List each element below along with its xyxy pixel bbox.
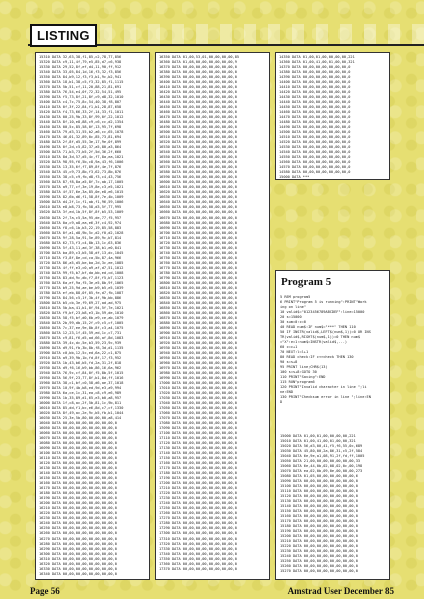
code-line: 16800 DATA 00,00,00,00,00,00,00,00,0 xyxy=(159,280,237,285)
code-line: 15660 DATA 0f,a1,d8,9b,5c,d2,f0,d2,1028 xyxy=(39,230,124,235)
code-line: 15980 DATA 6a,ce,1c,31,ea,c8,c9,e6,989 xyxy=(39,391,122,396)
code-line: 40 READ num$:IF num$="***" THEN 110 xyxy=(280,325,356,330)
code-line: 16040 DATA 00,00,00,00,00,00,00,00,0 xyxy=(39,421,117,426)
code-line: 16930 DATA 00,00,00,00,00,00,00,00,0 xyxy=(159,345,237,350)
code-line: 15090 DATA 00,00,00,00,00,00,00,00,0 xyxy=(280,479,358,484)
code-line: 16440 DATA 00,00,00,00,00,00,00,00,0 xyxy=(159,100,237,105)
code-line: 16240 DATA 00,00,00,00,00,00,00,00,0 xyxy=(39,521,117,526)
code-line: 17030 DATA 00,00,00,00,00,00,00,00,0 xyxy=(159,396,237,401)
code-line: 17170 DATA 00,00,00,00,00,00,00,00,0 xyxy=(159,466,237,471)
code-line: 15220 DATA 00,00,00,00,00,00,00,00,0 xyxy=(280,544,358,549)
code-line: 15490 DATA 0f,2d,c5,82,37,a5,80,a3,864 xyxy=(39,145,122,150)
code-line: 16750 DATA 00,00,00,00,00,00,00,00,0 xyxy=(159,255,237,260)
code-line: 16030 DATA 25,3e,5b,80,00,00,00,a8,414 xyxy=(39,416,122,421)
code-line: 16300 DATA 00,00,00,00,00,00,00,00,0 xyxy=(39,551,117,556)
code-line: 16970 DATA 00,00,00,00,00,00,00,00,0 xyxy=(159,365,237,370)
code-line: 15880 DATA 39,4c,dc,5e,b3,59,23,9c,939 xyxy=(39,340,122,345)
code-line: 16900 DATA 00,00,00,00,00,00,00,00,0 xyxy=(159,330,237,335)
code-line: 17090 DATA 00,00,00,00,00,00,00,00,0 xyxy=(159,426,237,431)
code-line: 16680 DATA 00,00,00,00,00,00,00,00,0 xyxy=(159,220,237,225)
code-line: 16830 DATA 00,00,00,00,00,00,00,00,0 xyxy=(159,295,237,300)
code-line: 30 sum=0:c=0 xyxy=(280,320,306,325)
code-line: 15640 DATA 0a,c9,a8,ea,e6,3f,c4,92,974 xyxy=(39,220,122,225)
code-line: 15740 DATA 99,f5,b7,bf,da,bb,ed,cd,1008 xyxy=(39,270,124,275)
code-line: 15650 DATA f8,c6,1b,b3,22,19,85,58,883 xyxy=(39,225,122,230)
code-line: 17370 DATA 00,00,00,00,00,00,00,00,0 xyxy=(159,566,237,571)
code-line: 16060 DATA 00,00,00,00,00,00,00,00,0 xyxy=(39,431,117,436)
code-line: 16020 DATA 8f,49,ac,2e,9c,b5,fb,b1,1044 xyxy=(39,411,124,416)
code-line: 15320 DATA c9,11,4f,79,e5,85,d7,c6,938 xyxy=(39,60,122,65)
code-line: 14410 DATA 00,00,00,00,00,00,00,0 xyxy=(279,85,351,90)
code-line: 16480 DATA 00,00,00,00,00,00,00,00,0 xyxy=(159,120,237,125)
code-line: 15390 DATA f5,73,8f,21,8f,c9,d8,32,1010 xyxy=(39,95,124,100)
code-line: 16530 DATA 00,00,00,00,00,00,00,00,0 xyxy=(159,145,237,150)
code-line: 15380 DATA 76,54,e4,0f,72,32,54,51,495 xyxy=(39,90,122,95)
code-line: 15610 DATA e8,b8,73,fb,58,d3,5f,77,995 xyxy=(39,205,122,210)
code-line: 15470 DATA 46,01,32,89,0c,85,73,81,694 xyxy=(39,135,122,140)
code-line: 15330 DATA 29,52,8f,ef,d4,11,90,ff,912 xyxy=(39,65,122,70)
code-line: 15630 DATA 2f,7a,c5,5a,95,de,77,f5,957 xyxy=(39,215,122,220)
code-line: 17150 DATA 00,00,00,00,00,00,00,00,0 xyxy=(159,456,237,461)
code-line: 16940 DATA 00,00,00,00,00,00,00,00,0 xyxy=(159,350,237,355)
code-line: 16370 DATA 00,00,00,00,00,00,00,00,0 xyxy=(159,65,237,70)
code-line: 16350 DATA 01,00,53,01,00,00,00,00,85 xyxy=(159,55,240,59)
code-line: 15060 DATA 6e,44,0b,02,08,02,0c,00,198 xyxy=(280,464,363,469)
code-line: 110 PRINT"Saving":END xyxy=(280,375,326,380)
code-line: 14520 DATA 00,00,00,00,00,00,00,0 xyxy=(279,140,351,145)
code-line: 15170 DATA 00,00,00,00,00,00,00,00,0 xyxy=(280,519,358,524)
code-line: 15080 DATA 01,05,00,00,00,00,00,00,6 xyxy=(280,474,358,479)
code-line: 15480 DATA 2f,8f,d5,55,3e,17,9e,0f,899 xyxy=(39,140,122,145)
code-line: 15580 DATA 4f,57,6e,3a,85,0e,e8,e6,1015 xyxy=(39,190,124,195)
code-line: 17120 DATA 00,00,00,00,00,00,00,00,0 xyxy=(159,441,237,446)
code-line: 16100 DATA 00,00,00,00,00,00,00,00,0 xyxy=(39,451,117,456)
code-line: 15000 DATA *** xyxy=(279,175,310,180)
code-line: 15900 DATA c0,bb,12,5c,ed,6a,22,c1,875 xyxy=(39,350,122,355)
code-line: 17070 DATA 00,00,00,00,00,00,00,00,0 xyxy=(159,416,237,421)
code-line: 115 RUN"program6 xyxy=(280,380,315,385)
code-line: 16510 DATA 00,00,00,00,00,00,00,00,0 xyxy=(159,135,237,140)
code-line: 16780 DATA 00,00,00,00,00,00,00,00,0 xyxy=(159,270,237,275)
code-line: 16120 DATA 00,00,00,00,00,00,00,00,0 xyxy=(39,461,117,466)
code-line: 17000 DATA 00,00,00,00,00,00,00,00,0 xyxy=(159,381,237,386)
code-line: 14580 DATA 00,00,00,00,00,00,00,0 xyxy=(279,170,351,175)
code-line: 17210 DATA 00,00,00,00,00,00,00,00,0 xyxy=(159,486,237,491)
code-line: 60 c=c+1 xyxy=(280,345,298,350)
code-line: 15100 DATA 00,00,00,00,00,00,00,00,0 xyxy=(280,484,358,489)
code-line: 15160 DATA 00,00,00,00,00,00,00,00,0 xyxy=(280,514,358,519)
code-line: 16250 DATA 00,00,00,00,00,00,00,00,0 xyxy=(39,526,117,531)
code-line: 15370 DATA 5b,51,cf,11,20,88,21,81,691 xyxy=(39,85,122,90)
code-line: 16660 DATA 00,00,00,00,00,00,00,00,0 xyxy=(159,210,237,215)
code-line: 15030 DATA 45,80,00,2a,86,31,c5,2f,584 xyxy=(280,449,363,454)
code-line: 90 s=s+8 xyxy=(280,360,298,365)
code-line: 14360 DATA 01,00,41,00,01,00,00,321 xyxy=(279,60,355,65)
code-line: 16650 DATA 00,00,00,00,00,00,00,00,0 xyxy=(159,205,237,210)
code-line: 15670 DATA 9f,28,5a,91,5e,89,9c,b7,814 xyxy=(39,235,122,240)
code-line: 15180 DATA 00,00,00,00,00,00,00,00,0 xyxy=(280,524,358,529)
code-line: D xyxy=(280,400,283,405)
code-line: 16790 DATA 00,00,00,00,00,00,00,00,0 xyxy=(159,275,237,280)
code-line: 16260 DATA 00,00,00,00,00,00,00,00,0 xyxy=(39,531,117,536)
code-line: 16130 DATA 00,00,00,00,00,00,00,00,0 xyxy=(39,466,117,471)
code-line: 17260 DATA 00,00,00,00,00,00,00,00,0 xyxy=(159,511,237,516)
code-line: 16180 DATA 00,00,00,00,00,00,00,00,0 xyxy=(39,491,117,496)
code-line: 15200 DATA 00,00,00,00,00,00,00,00,0 xyxy=(280,534,358,539)
code-line: 15970 DATA 10,9f,4b,b8,ed,9d,e3,a9,994 xyxy=(39,386,122,391)
code-line: 15440 DATA 8f,10,e8,88,c9,c6,cc,d2,1354 xyxy=(39,120,124,125)
code-line: 16710 DATA 00,00,00,00,00,00,00,00,0 xyxy=(159,235,237,240)
code-line: 17320 DATA 00,00,00,00,00,00,00,00,0 xyxy=(159,541,237,546)
code-line: ne:END xyxy=(280,390,293,395)
code-line: 15600 DATA d4,2f,1c,f1,ab,f1,96,59,1006 xyxy=(39,200,124,205)
code-line: 15770 DATA b9,25,9d,ae,be,b9,b5,e5,1039 xyxy=(39,285,124,290)
code-line: 16960 DATA 00,00,00,00,00,00,00,00,0 xyxy=(159,360,237,365)
code-line: 16670 DATA 00,00,00,00,00,00,00,00,0 xyxy=(159,215,237,220)
code-line: 17350 DATA 00,00,00,00,00,00,00,00,0 xyxy=(159,556,237,561)
code-line: 16310 DATA 00,00,00,00,00,00,00,00,0 xyxy=(39,556,117,561)
code-line: 15430 DATA 00,25,9b,33,8f,99,0f,22,1012 xyxy=(39,115,124,120)
code-line: 15450 DATA 00,5c,85,58,0f,13,95,7f,698 xyxy=(39,125,122,130)
code-line: 16990 DATA 00,00,00,00,00,00,00,00,0 xyxy=(159,376,237,380)
code-line: 17310 DATA 00,00,00,00,00,00,00,00,0 xyxy=(159,536,237,541)
code-line: 6 PRINT"Program 5 is running":PRINT"Work xyxy=(280,300,367,305)
code-line: 16070 DATA 00,00,00,00,00,00,00,00,0 xyxy=(39,436,117,441)
code-line: 14460 DATA 00,00,00,00,00,00,00,0 xyxy=(279,110,351,115)
code-line: 15830 DATA 58,f5,bf,d0,6b,e9,ce,ab,1079 xyxy=(39,315,124,320)
code-line: 15730 DATA 4f,ff,e3,c0,a9,af,d7,51,1012 xyxy=(39,265,124,270)
code-line: 16810 DATA 00,00,00,00,00,00,00,00,0 xyxy=(159,285,237,290)
code-line: 16340 DATA 00,00,00,00,00,00,00,00,0 xyxy=(39,571,117,576)
code-line: 15940 DATA 76,9c,cf,84,0f,f5,8b,5f,1015 xyxy=(39,370,124,375)
code-line: 15360 DATA 18,b1,38,c5,f3,32,85,f1,1115 xyxy=(39,80,124,85)
code-line: 15070 DATA ea,02,0b,09,0e,00,00,00,273 xyxy=(280,469,363,474)
code-line: 14510 DATA 00,00,00,00,00,00,00,0 xyxy=(279,135,351,140)
code-line: 15050 DATA 21,00,00,00,00,00,00,00,33 xyxy=(280,459,361,464)
code-line: 16880 DATA 00,00,00,00,00,00,00,00,0 xyxy=(159,320,237,325)
code-line: 15550 DATA 38,c5,c9,fb,d8,f3,c4,43,756 xyxy=(39,175,122,180)
code-line: 15140 DATA 00,00,00,00,00,00,00,00,0 xyxy=(280,504,358,509)
code-line: 14480 DATA 00,00,00,00,00,00,00,0 xyxy=(279,120,351,125)
code-line: 15250 DATA 00,00,00,00,00,00,00,00,0 xyxy=(280,559,358,564)
code-line: 15750 DATA 83,dd,9c,db,f7,8f,f5,b7,1123 xyxy=(39,275,124,280)
code-line: 15420 DATA f4,73,66,33,2f,14,33,f1,1011 xyxy=(39,110,124,115)
code-line: 16620 DATA 00,00,00,00,00,00,00,00,0 xyxy=(159,190,237,195)
code-line: 15510 DATA 8d,3d,57,d5,4c,f7,8a,ea,1021 xyxy=(39,155,124,160)
code-line: 17140 DATA 00,00,00,00,00,00,00,00,0 xyxy=(159,451,237,456)
code-line: 16570 DATA 00,00,00,00,00,00,00,00,0 xyxy=(159,165,237,170)
code-line: 14430 DATA 00,00,00,00,00,00,00,0 xyxy=(279,95,351,100)
code-line: 15780 DATA ef,eb,88,0f,05,fe,d7,fb,1087 xyxy=(39,290,124,295)
code-line: 15840 DATA 2b,99,db,15,2f,c9,c5,cf,1005 xyxy=(39,320,124,325)
code-line: 15020 DATA 56,d3,00,41,f5,f6,55,0c,689 xyxy=(280,444,363,449)
code-line: 16080 DATA 00,00,00,00,00,00,00,00,0 xyxy=(39,441,117,446)
code-line: 15930 DATA d9,f6,16,b9,bb,86,16,6a,962 xyxy=(39,365,122,370)
code-line: 16770 DATA 00,00,00,00,00,00,00,00,0 xyxy=(159,265,237,270)
code-line: 15760 DATA 6a,ef,9a,f5,3e,e5,8b,9f,1065 xyxy=(39,280,124,285)
code-line: 16090 DATA 00,00,00,00,00,00,00,00,0 xyxy=(39,446,117,451)
code-line: 17360 DATA 00,00,00,00,00,00,00,00,0 xyxy=(159,561,237,566)
code-line: 17280 DATA 00,00,00,00,00,00,00,00,0 xyxy=(159,521,237,526)
listing-column-3 xyxy=(275,52,390,180)
code-line: 16230 DATA 00,00,00,00,00,00,00,00,0 xyxy=(39,516,117,521)
code-line: 15410 DATA 0f,3f,22,84,f1,b1,28,87,658 xyxy=(39,105,122,110)
program5-data xyxy=(280,434,387,574)
code-line: 16050 DATA 00,00,00,00,00,00,00,00,0 xyxy=(39,426,117,431)
code-line: 120 PRINT"Invalid character in line ";li xyxy=(280,385,367,390)
code-line: 14420 DATA 00,00,00,00,00,00,00,0 xyxy=(279,90,351,95)
code-line: 15400 DATA c4,7c,75,8c,54,40,38,f8,807 xyxy=(39,100,122,105)
program5-listing xyxy=(280,295,387,405)
code-line: 15920 DATA 1b,43,b6,b5,fd,2a,31,2f,818 xyxy=(39,360,122,365)
code-line: 17180 DATA 00,00,00,00,00,00,00,00,0 xyxy=(159,471,237,476)
code-line: ing on line" xyxy=(280,305,306,310)
code-line: 16270 DATA 00,00,00,00,00,00,00,00,0 xyxy=(39,536,117,541)
code-line: 14400 DATA 00,00,00,00,00,00,00,0 xyxy=(279,80,351,85)
code-line: 16950 DATA 00,00,00,00,00,00,00,00,0 xyxy=(159,355,237,360)
code-line: 15790 DATA 84,56,c5,1f,3b,4f,9b,bb,886 xyxy=(39,295,122,300)
code-line: 100 s=s+8:GOTO 30 xyxy=(280,370,317,375)
code-line: 16170 DATA 00,00,00,00,00,00,00,00,0 xyxy=(39,486,117,491)
code-line: 17230 DATA 00,00,00,00,00,00,00,00,0 xyxy=(159,496,237,501)
code-line: 16420 DATA 00,00,00,00,00,00,00,00,0 xyxy=(159,90,237,95)
code-line: 15570 DATA a9,77,cf,3e,19,8e,c3,e5,1021 xyxy=(39,185,124,190)
code-line: 130 PRINT"Checksum error in line ";line:EN xyxy=(280,395,371,400)
code-line: 14440 DATA 00,00,00,00,00,00,00,0 xyxy=(279,100,351,105)
code-line: 15110 DATA 00,00,00,00,00,00,00,00,0 xyxy=(280,489,358,494)
code-line: 14570 DATA 00,00,00,00,00,00,00,0 xyxy=(279,165,351,170)
code-line: 15710 DATA f3,8f,8e,cd,ca,5b,87,4a,966 xyxy=(39,255,122,260)
code-line: 17130 DATA 00,00,00,00,00,00,00,00,0 xyxy=(159,446,237,451)
code-line: 16920 DATA 00,00,00,00,00,00,00,00,0 xyxy=(159,340,237,345)
code-line: 16000 DATA 1f,c8,ac,2f,5b,81,1c,9b,811 xyxy=(39,401,122,406)
code-line: 16610 DATA 00,00,00,00,00,00,00,00,0 xyxy=(159,185,237,190)
code-line: 16150 DATA 00,00,00,00,00,00,00,00,0 xyxy=(39,476,117,481)
code-line: 16500 DATA 00,00,00,00,00,00,00,00,0 xyxy=(159,130,237,135)
code-line: 15130 DATA 00,00,00,00,00,00,00,00,0 xyxy=(280,499,358,504)
code-line: 15460 DATA 79,d3,31,55,b2,a6,cc,65,1078 xyxy=(39,130,124,135)
code-line: 16460 DATA 00,00,00,00,00,00,00,00,0 xyxy=(159,110,237,115)
code-line: 15540 DATA 45,c9,73,8b,f3,62,73,8b,876 xyxy=(39,170,122,175)
code-line: 16520 DATA 00,00,00,00,00,00,00,00,0 xyxy=(159,140,237,145)
code-line: 16580 DATA 00,00,00,00,00,00,00,00,0 xyxy=(159,170,237,175)
code-line: 15960 DATA 38,c1,bf,c0,58,d6,ae,37,1018 xyxy=(39,381,124,386)
code-line: 16380 DATA 00,00,00,00,00,00,00,00,0 xyxy=(159,70,237,75)
code-line: 16690 DATA 00,00,00,00,00,00,00,00,0 xyxy=(159,225,237,230)
code-line: 15810 DATA 5b,ba,41,b1,0f,94,5f,7e,1021 xyxy=(39,305,124,310)
code-line: 15310 DATA 32,63,38,f1,85,c2,78,77,856 xyxy=(39,55,122,59)
code-line: 15990 DATA 1b,35,89,d1,65,e3,b0,a8,957 xyxy=(39,396,122,401)
code-line: 15680 DATA 62,73,f3,c4,8b,13,1c,63,836 xyxy=(39,240,122,245)
code-line: 17020 DATA 00,00,00,00,00,00,00,00,0 xyxy=(159,391,237,396)
code-line: 15500 DATA 71,b3,73,b5,2f,5d,36,2f,660 xyxy=(39,150,122,155)
code-line: 15860 DATA 12,23,1f,45,59,ed,1c,c7,731 xyxy=(39,330,122,335)
code-line: 15690 DATA 5f,43,11,ad,3f,38,b1,e0,841 xyxy=(39,245,122,250)
code-line: 15000 DATA 01,00,01,00,00,00,00,221 xyxy=(280,434,356,438)
code-line: 16400 DATA 00,00,00,00,00,00,00,00,0 xyxy=(159,80,237,85)
code-line: 15520 DATA 98,95,f6,5b,c8,9a,43,f6,1006 xyxy=(39,160,124,165)
code-line: 16190 DATA 00,00,00,00,00,00,00,00,0 xyxy=(39,496,117,501)
code-line: 16430 DATA 00,00,00,00,00,00,00,00,0 xyxy=(159,95,237,100)
code-line: 15700 DATA ba,89,c3,b5,58,df,13,dc,1045 xyxy=(39,250,124,255)
code-line: 16890 DATA 00,00,00,00,00,00,00,00,0 xyxy=(159,325,237,330)
code-line: 17040 DATA 00,00,00,00,00,00,00,00,0 xyxy=(159,401,237,406)
code-line: 15530 DATA 13,35,6f,f7,89,8f,4e,7f,876 xyxy=(39,165,122,170)
code-line: 15150 DATA 00,00,00,00,00,00,00,00,0 xyxy=(280,509,358,514)
code-line: 15800 DATA b5,cb,3e,f9,69,27,ad,ad,975 xyxy=(39,300,122,305)
program5-title: Program 5 xyxy=(281,276,332,288)
code-line: 17190 DATA 00,00,00,00,00,00,00,00,0 xyxy=(159,476,237,481)
code-line: 16220 DATA 00,00,00,00,00,00,00,00,0 xyxy=(39,511,117,516)
code-line: 17330 DATA 00,00,00,00,00,00,00,00,0 xyxy=(159,546,237,551)
code-line: 20 s=15000 xyxy=(280,315,302,320)
code-line: 15950 DATA 56,9f,23,77,8f,b1,8d,ff,1016 xyxy=(39,376,124,380)
code-line: 16210 DATA 00,00,00,00,00,00,00,00,0 xyxy=(39,506,117,511)
code-line: 14550 DATA 00,00,00,00,00,00,00,0 xyxy=(279,155,351,160)
code-line: 15230 DATA 00,00,00,00,00,00,00,00,0 xyxy=(280,549,358,554)
code-line: 14390 DATA 00,00,00,00,00,00,00,0 xyxy=(279,75,351,80)
code-line: 14490 DATA 00,00,00,00,00,00,00,0 xyxy=(279,125,351,130)
code-line: 16740 DATA 00,00,00,00,00,00,00,00,0 xyxy=(159,250,237,255)
code-line: 14560 DATA 00,00,00,00,00,00,00,0 xyxy=(279,160,351,165)
code-line: 15560 DATA 87,f8,8a,a5,8f,7c,ab,17,1005 xyxy=(39,180,124,185)
code-line: 17200 DATA 00,00,00,00,00,00,00,00,0 xyxy=(159,481,237,486)
code-line: 16640 DATA 00,00,00,00,00,00,00,00,0 xyxy=(159,200,237,205)
code-line: 16720 DATA 00,00,00,00,00,00,00,00,0 xyxy=(159,240,237,245)
code-line: 17010 DATA 00,00,00,00,00,00,00,00,0 xyxy=(159,386,237,391)
code-line: 15190 DATA 00,00,00,00,00,00,00,00,0 xyxy=(280,529,358,534)
code-line: 16860 DATA 00,00,00,00,00,00,00,00,0 xyxy=(159,310,237,315)
code-line: 14500 DATA 00,00,00,00,00,00,00,0 xyxy=(279,130,351,135)
code-line: 15590 DATA 82,6b,d6,f1,58,8f,7e,4b,1009 xyxy=(39,195,124,200)
code-line: 15850 DATA 7c,37,ee,9e,8b,8f,c3,a4,1075 xyxy=(39,325,124,330)
code-line: 5 REM program5 xyxy=(280,295,311,299)
code-line: 17160 DATA 00,00,00,00,00,00,00,00,0 xyxy=(159,461,237,466)
code-line: 80 READ check:IF c<>check THEN 130 xyxy=(280,355,354,360)
listing-column-1 xyxy=(35,52,150,580)
code-line: 15240 DATA 00,00,00,00,00,00,00,00,0 xyxy=(280,554,358,559)
code-line: 16290 DATA 00,00,00,00,00,00,00,00,0 xyxy=(39,546,117,551)
code-line: 17080 DATA 00,00,00,00,00,00,00,00,0 xyxy=(159,421,237,426)
code-line: 15270 DATA 00,00,00,00,00,00,00,00,0 xyxy=(280,569,358,574)
code-line: 17290 DATA 00,00,00,00,00,00,00,00,0 xyxy=(159,526,237,531)
code-line: 15350 DATA 84,b9,12,f3,f3,b1,9c,b2,941 xyxy=(39,75,122,80)
code-line: 15720 DATA 86,a5,d5,be,ba,2d,3c,ee,1085 xyxy=(39,260,124,265)
code-line: 16160 DATA 00,00,00,00,00,00,00,00,0 xyxy=(39,481,117,486)
code-line: 16590 DATA 00,00,00,00,00,00,00,00,0 xyxy=(159,175,237,180)
code-line: 17060 DATA 00,00,00,00,00,00,00,00,0 xyxy=(159,411,237,416)
section-label: LISTING xyxy=(30,24,97,47)
page-number: Page 56 xyxy=(30,586,60,596)
code-line: 16280 DATA 00,00,00,00,00,00,00,00,0 xyxy=(39,541,117,546)
code-line: 16850 DATA 00,00,00,00,00,00,00,00,0 xyxy=(159,305,237,310)
code-line: 15340 DATA 33,05,84,1d,16,f3,32,f3,856 xyxy=(39,70,122,75)
code-line: 16410 DATA 00,00,00,00,00,00,00,00,0 xyxy=(159,85,237,90)
code-line: TR(valid$,RIGHT$(num$,1))=0 THEN num$ xyxy=(280,335,361,340)
code-line: 16140 DATA 00,00,00,00,00,00,00,00,0 xyxy=(39,471,117,476)
code-line: 16820 DATA 00,00,00,00,00,00,00,00,0 xyxy=(159,290,237,295)
code-line: 16200 DATA 00,00,00,00,00,00,00,00,0 xyxy=(39,501,117,506)
code-line: 16360 DATA 01,08,00,00,00,00,00,00,9 xyxy=(159,60,237,65)
code-line: 17050 DATA 00,00,00,00,00,00,00,00,0 xyxy=(159,406,237,411)
code-line: 15120 DATA 00,00,00,00,00,00,00,00,0 xyxy=(280,494,358,499)
code-line: 16390 DATA 00,00,00,00,00,00,00,00,0 xyxy=(159,75,237,80)
listing-column-2 xyxy=(155,52,270,580)
code-line: 16980 DATA 00,00,00,00,00,00,00,00,0 xyxy=(159,370,237,375)
code-line: 16550 DATA 00,00,00,00,00,00,00,00,0 xyxy=(159,155,237,160)
code-line: 16470 DATA 00,00,00,00,00,00,00,00,0 xyxy=(159,115,237,120)
code-line: 16870 DATA 00,00,00,00,00,00,00,00,0 xyxy=(159,315,237,320)
code-line: 17220 DATA 00,00,00,00,00,00,00,00,0 xyxy=(159,491,237,496)
code-line: 15620 DATA 3f,ed,1b,5f,8f,8f,b5,53,1009 xyxy=(39,210,124,215)
code-line: 16330 DATA 00,00,00,00,00,00,00,00,0 xyxy=(39,566,117,571)
code-line: 17270 DATA 00,00,00,00,00,00,00,00,0 xyxy=(159,516,237,521)
code-line: 15210 DATA 00,00,00,00,00,00,00,00,0 xyxy=(280,539,358,544)
code-line: 15870 DATA c9,81,f6,d5,ad,66,af,8d,1083 xyxy=(39,335,124,340)
code-line: 14350 DATA 01,00,01,00,00,00,00,221 xyxy=(279,55,355,59)
code-line: 50 IF INSTR(valid$,LEFT$(num$,1))=0 OR INS xyxy=(280,330,371,335)
code-line: 15890 DATA d9,91,fb,3b,8b,f8,3d,d1,1135 xyxy=(39,345,124,350)
code-line: 17340 DATA 00,00,00,00,00,00,00,00,0 xyxy=(159,551,237,556)
code-line: 14540 DATA 00,00,00,00,00,00,00,0 xyxy=(279,150,351,155)
code-line: 14530 DATA 00,00,00,00,00,00,00,0 xyxy=(279,145,351,150)
code-line: 16630 DATA 00,00,00,00,00,00,00,00,0 xyxy=(159,195,237,200)
code-line: 16910 DATA 00,00,00,00,00,00,00,00,0 xyxy=(159,335,237,340)
code-line: 15260 DATA 00,00,00,00,00,00,00,00,0 xyxy=(280,564,358,569)
code-line: 16110 DATA 00,00,00,00,00,00,00,00,0 xyxy=(39,456,117,461)
code-line: 16600 DATA 00,00,00,00,00,00,00,00,0 xyxy=(159,180,237,185)
code-line: 16700 DATA 00,00,00,00,00,00,00,00,0 xyxy=(159,230,237,235)
code-line: 16010 DATA 85,dd,f1,bc,e6,8d,c7,cf,1330 xyxy=(39,406,124,411)
code-line: 17240 DATA 00,00,00,00,00,00,00,00,0 xyxy=(159,501,237,506)
code-line: 10 valid$="0123456789ABCDEF":line=15000 xyxy=(280,310,365,315)
code-line: 16490 DATA 00,00,00,00,00,00,00,00,0 xyxy=(159,125,237,130)
code-line: 15010 DATA 01,00,41,00,01,00,00,321 xyxy=(280,439,356,444)
code-line: 16540 DATA 00,00,00,00,00,00,00,00,0 xyxy=(159,150,237,155)
code-line: 15040 DATA 6e,9e,a1,08,91,2f,fd,ff,1005 xyxy=(280,454,365,459)
code-line: 17100 DATA 00,00,00,00,00,00,00,00,0 xyxy=(159,431,237,436)
code-line: ="X":e=1:num$=INSTR(valid$,...) xyxy=(280,340,348,345)
code-line: 16730 DATA 00,00,00,00,00,00,00,00,0 xyxy=(159,245,237,250)
code-line: 70 NEXT:l=l+1 xyxy=(280,350,309,355)
code-line: 16560 DATA 00,00,00,00,00,00,00,00,0 xyxy=(159,160,237,165)
code-line: 14370 DATA 00,00,00,00,00,00,00,0 xyxy=(279,65,351,70)
program5-box xyxy=(275,270,390,580)
code-line: 17250 DATA 00,00,00,00,00,00,00,00,0 xyxy=(159,506,237,511)
code-line: 14450 DATA 00,00,00,00,00,00,00,0 xyxy=(279,105,351,110)
code-line: 16760 DATA 00,00,00,00,00,00,00,00,0 xyxy=(159,260,237,265)
code-line: 17300 DATA 00,00,00,00,00,00,00,00,0 xyxy=(159,531,237,536)
code-line: 16840 DATA 00,00,00,00,00,00,00,00,0 xyxy=(159,300,237,305)
code-line: 16450 DATA 00,00,00,00,00,00,00,00,0 xyxy=(159,105,237,110)
code-line: 17110 DATA 00,00,00,00,00,00,00,00,0 xyxy=(159,436,237,441)
code-line: 14380 DATA 00,00,00,00,00,00,00,0 xyxy=(279,70,351,75)
code-line: 16320 DATA 00,00,00,00,00,00,00,00,0 xyxy=(39,561,117,566)
code-line: 15910 DATA a9,39,9b,1b,fd,8f,17,f3,952 xyxy=(39,355,122,360)
code-line: 14470 DATA 00,00,00,00,00,00,00,0 xyxy=(279,115,351,120)
magazine-issue: Amstrad User December 85 xyxy=(287,586,394,596)
code-line: 15820 DATA f9,bf,23,b8,e3,1b,59,de,1010 xyxy=(39,310,124,315)
code-line: 95 PRINT line;CHR$(13) xyxy=(280,365,328,370)
